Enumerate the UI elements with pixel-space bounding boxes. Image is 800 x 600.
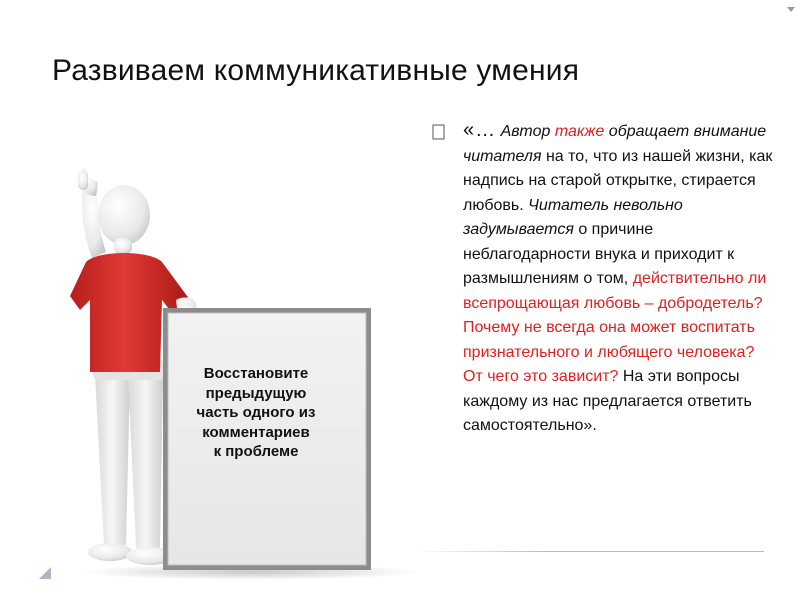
quote-conclusion: На эти вопросы каждому из нас предлагается ответить самостоятельно». bbox=[463, 368, 752, 434]
quote-reason: о причине неблагодарности внука и приходит к размышлениям о том, bbox=[463, 221, 735, 287]
quote-open: «… bbox=[463, 119, 497, 141]
bottom-divider bbox=[412, 551, 764, 552]
quote-reader: Читатель невольно задумывается bbox=[463, 196, 683, 238]
slide-title: Развиваем коммуникативные умения bbox=[52, 54, 580, 87]
quote-author: Автор bbox=[500, 123, 551, 140]
board-line: часть одного из bbox=[196, 404, 316, 421]
quote-postcard: на то, что из нашей жизни, как надпись на старой открытке, стирается любовь. bbox=[463, 147, 773, 214]
board-line: Восстановите bbox=[203, 365, 309, 382]
board-line: к проблеме bbox=[213, 443, 299, 460]
bullet-icon bbox=[432, 124, 446, 140]
quote-also: также bbox=[554, 123, 605, 140]
right-leg bbox=[128, 375, 163, 548]
board-line: комментариев bbox=[202, 423, 310, 441]
figure-head bbox=[98, 185, 150, 245]
quote-questions: действительно ли всепрощающая любовь – добродетель? Почему не всегда она может воспитать признательного и любящего человека? От чего это зависит? bbox=[463, 270, 767, 385]
board-line: предыдущую bbox=[205, 384, 307, 402]
board-text bbox=[176, 364, 336, 462]
quote-attention: обращает внимание читателя bbox=[463, 123, 767, 165]
corner-mark-icon bbox=[38, 566, 52, 580]
quote-text bbox=[463, 118, 773, 439]
left-leg bbox=[95, 375, 130, 545]
scroll-arrow-icon[interactable] bbox=[786, 4, 796, 14]
